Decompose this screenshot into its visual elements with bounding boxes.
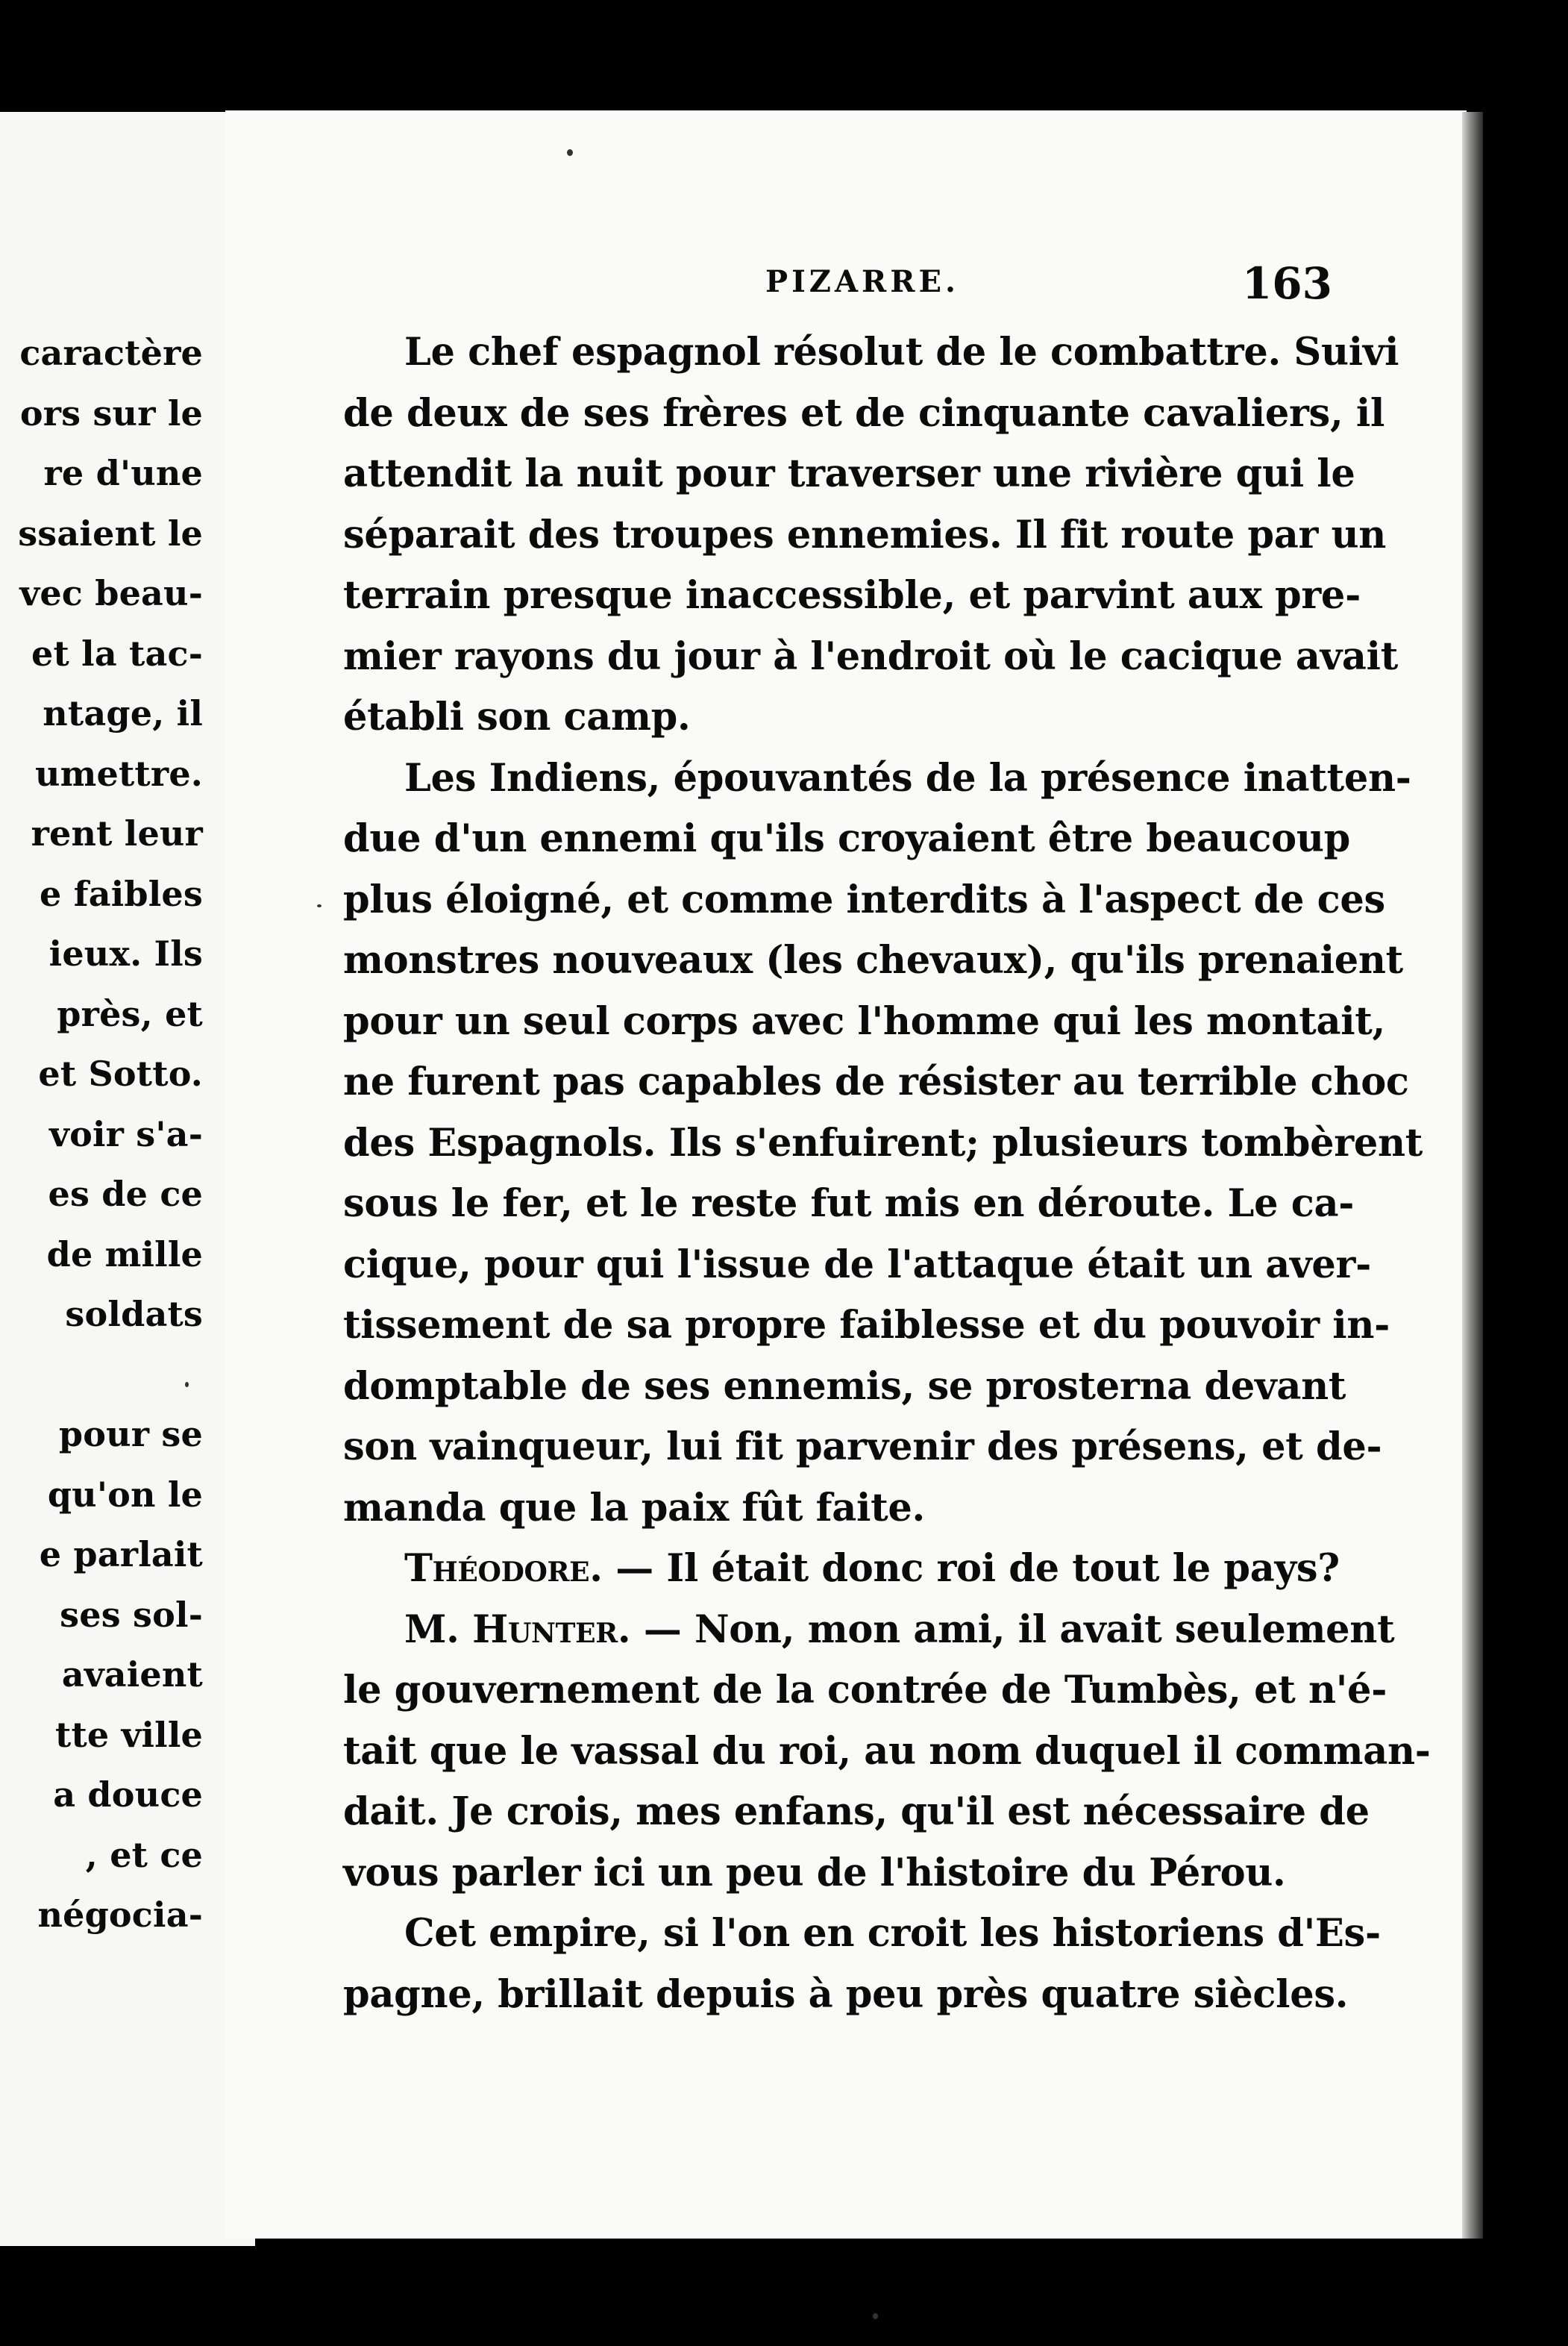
left-page-line: soldats (65, 1294, 203, 1334)
left-page-line: ssaient le (18, 513, 203, 554)
text-line: attendit la nuit pour traverser une rivière qui le (343, 451, 1355, 496)
text-line: domptable de ses ennemis, se prosterna devant (343, 1363, 1346, 1409)
left-page-line: tte ville (55, 1714, 203, 1755)
left-page-line: caractère (19, 333, 203, 373)
left-page-line: , et ce (85, 1834, 203, 1875)
text-line: due d'un ennemi qu'ils croyaient être beaucoup (343, 816, 1351, 861)
left-page-line: près, et (57, 993, 203, 1034)
text-line: Cet empire, si l'on en croit les historiens d'Es- (404, 1911, 1381, 1956)
page-body (343, 322, 1431, 2025)
dialogue-line (343, 1539, 1340, 1600)
page-number: 163 (1241, 258, 1332, 309)
page-edge (1462, 112, 1483, 2239)
left-page-line: ieux. Ils (48, 933, 203, 974)
text-line: séparait des troupes ennemies. Il fit route par un (343, 512, 1387, 557)
left-page-line: pour se (58, 1414, 203, 1454)
text-line: sous le fer, et le reste fut mis en déroute. Le ca- (343, 1181, 1355, 1226)
left-page-line: rent leur (31, 813, 203, 854)
speaker-title: M. (404, 1607, 473, 1652)
text-line: des Espagnols. Ils s'enfuirent; plusieurs tombèrent (343, 1120, 1423, 1166)
text-line: cique, pour qui l'issue de l'attaque était un aver- (343, 1242, 1371, 1287)
text-line: établi son camp. (343, 695, 691, 739)
left-page-line: et la tac- (31, 633, 203, 674)
left-page-line: umettre. (35, 753, 203, 794)
left-page-line: avaient (61, 1654, 203, 1695)
left-page-line: voir s'a- (49, 1113, 203, 1154)
dialogue (343, 1600, 1431, 1904)
speaker-name: Théodore. (404, 1546, 603, 1591)
paragraph (343, 322, 1399, 748)
text-line: Les Indiens, épouvantés de la présence inatten- (404, 755, 1411, 801)
text-line: manda que la paix fût faite. (343, 1485, 925, 1530)
left-page-line: es de ce (48, 1174, 203, 1214)
speck (567, 149, 573, 156)
dialogue (343, 1539, 1340, 1600)
left-page (0, 112, 255, 2246)
text-line: monstres nouveaux (les chevaux), qu'ils prenaient (343, 938, 1403, 983)
text-line: son vainqueur, lui fit parvenir des présens, et de- (343, 1424, 1382, 1469)
speck (317, 904, 322, 907)
text-line: terrain presque inaccessible, et parvint aux pre- (343, 573, 1361, 618)
dialogue-line (343, 1600, 1395, 1661)
left-page-line: négocia- (37, 1895, 203, 1935)
text-line: mier rayons du jour à l'endroit où le cacique avait (343, 634, 1398, 679)
speck (873, 2313, 878, 2319)
left-page-line: a douce (53, 1774, 203, 1815)
text-line: dait. Je crois, mes enfans, qu'il est nécessaire de (343, 1789, 1370, 1834)
paragraph (343, 748, 1423, 1539)
text-line: vous parler ici un peu de l'histoire du Pérou. (343, 1850, 1286, 1895)
left-page-line: vec beau- (19, 573, 203, 613)
left-page-line: ses sol- (60, 1594, 203, 1635)
text-line: le gouvernement de la contrée de Tumbès, et n'é- (343, 1668, 1387, 1712)
left-page-line: ntage, il (43, 693, 203, 733)
left-page-line: e parlait (39, 1534, 203, 1574)
text-line: tait que le vassal du roi, au nom duquel il comman- (343, 1728, 1431, 1774)
page-header (765, 258, 1332, 309)
left-page-line: qu'on le (47, 1474, 203, 1515)
text-line: de deux de ses frères et de cinquante cavaliers, il (343, 390, 1385, 436)
paragraph (343, 1904, 1381, 2025)
text-line: tissement de sa propre faiblesse et du pouvoir in- (343, 1303, 1390, 1348)
left-page-line: de mille (46, 1233, 203, 1274)
speaker-name: Hunter. (472, 1607, 631, 1652)
dialogue-text: — Non, mon ami, il avait seulement (630, 1607, 1395, 1652)
left-page-line: et Sotto. (38, 1054, 203, 1094)
text-line: ne furent pas capables de résister au terrible choc (343, 1060, 1409, 1104)
left-page-line: re d'une (43, 453, 203, 493)
speck (185, 1382, 189, 1387)
text-line: pour un seul corps avec l'homme qui les montait, (343, 998, 1385, 1044)
left-page-line: e faibles (40, 873, 203, 914)
text-line: pagne, brillait depuis à peu près quatre siècles. (343, 1971, 1349, 2017)
running-title: PIZARRE. (765, 264, 959, 299)
left-page-line: ors sur le (19, 392, 203, 434)
text-line: plus éloigné, et comme interdits à l'aspect de ces (343, 877, 1385, 922)
dialogue-text: — Il était donc roi de tout le pays? (602, 1546, 1340, 1591)
text-line: Le chef espagnol résolut de le combattre. Suivi (404, 330, 1399, 375)
